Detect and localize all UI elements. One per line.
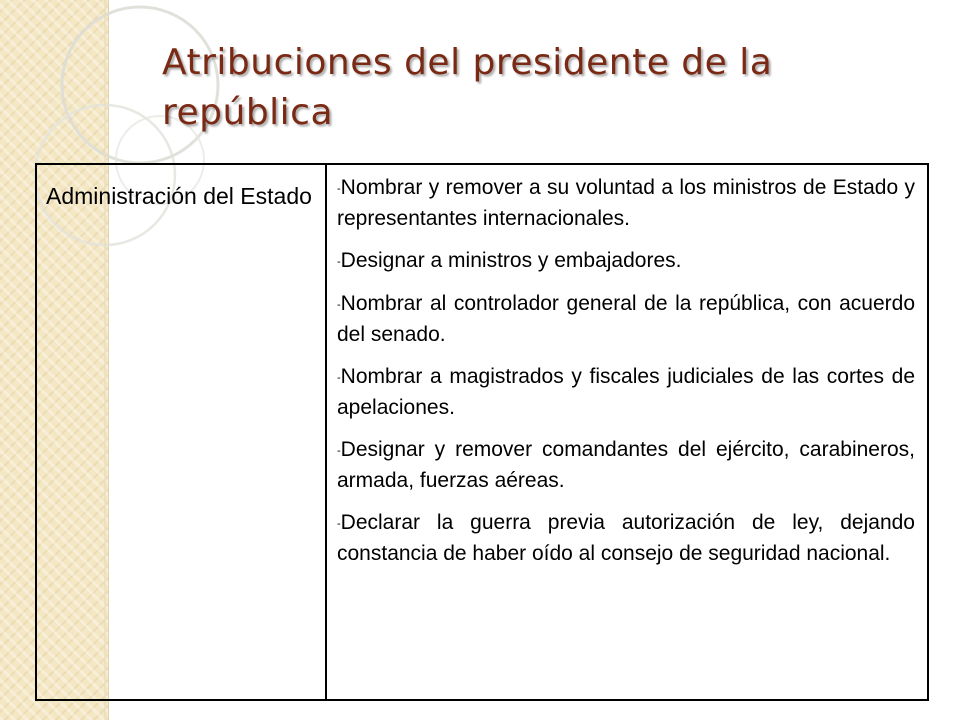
attributions-table (35, 163, 929, 701)
slide-title: Atribuciones del presidente de la república (162, 42, 773, 133)
list-item-text: Nombrar y remover a su voluntad a los ministros de Estado y representantes internacionales. (337, 176, 915, 230)
list-item (337, 246, 915, 277)
list-item-text: Designar a ministros y embajadores. (340, 249, 682, 272)
dash-marker: - (337, 299, 341, 311)
list-item (337, 173, 915, 234)
dash-marker: - (337, 445, 341, 457)
list-item-text: Nombrar al controlador general de la república, con acuerdo del senado. (337, 292, 915, 346)
list-item-text: Designar y remover comandantes del ejército, carabineros, armada, fuerzas aéreas. (337, 438, 915, 492)
list-item (337, 435, 915, 496)
list-item-text: Declarar la guerra previa autorización de ley, dejando constancia de haber oído al consejo de seguridad nacional. (337, 511, 915, 565)
items-cell (326, 164, 928, 700)
list-item-text: Nombrar a magistrados y fiscales judiciales de las cortes de apelaciones. (337, 365, 915, 419)
list-item (337, 362, 915, 423)
dash-marker: - (337, 372, 341, 384)
list-item (337, 289, 915, 350)
dash-marker: - (337, 183, 341, 195)
category-cell: Administración del Estado (36, 164, 326, 700)
list-item (337, 508, 915, 569)
attribution-list (337, 173, 915, 569)
dash-marker: - (337, 518, 341, 530)
table-row (36, 164, 928, 700)
dash-marker: - (337, 256, 341, 268)
